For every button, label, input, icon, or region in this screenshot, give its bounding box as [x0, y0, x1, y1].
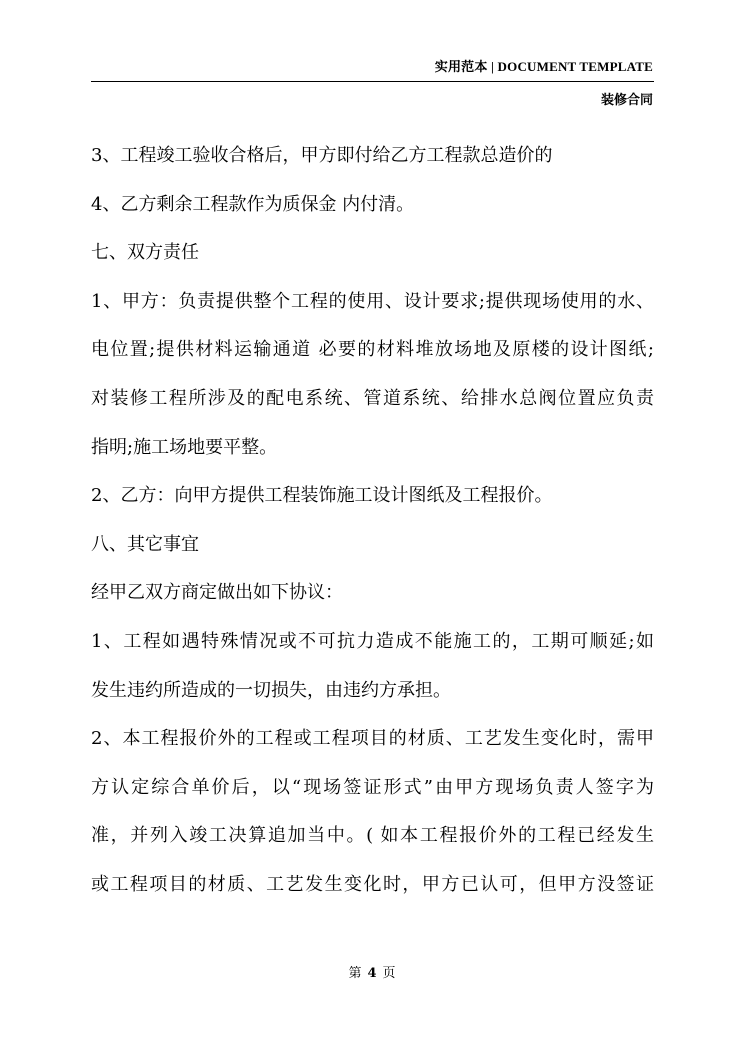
page-number-prefix: 第: [348, 966, 362, 981]
page-footer: [0, 962, 744, 981]
text-line: 或工程项目的材质、工艺发生变化时，甲方已认可，但甲方没签证: [91, 873, 654, 895]
section-heading: 七、双方责任: [91, 242, 199, 264]
text-line: 经甲乙双方商定做出如下协议：: [91, 582, 343, 604]
section-heading: 八、其它事宜: [91, 533, 199, 555]
page-header: [0, 0, 744, 110]
header-title: 实用范本 | DOCUMENT TEMPLATE: [434, 59, 653, 74]
text-line: 指明;施工场地要平整。: [91, 436, 278, 458]
text-line: 方认定综合单价后，以“现场签证形式”由甲方现场负责人签字为: [91, 776, 654, 798]
text-line: 电位置;提供材料运输通道 必要的材料堆放场地及原楼的设计图纸;: [91, 339, 654, 361]
text-line: 3、工程竣工验收合格后，甲方即付给乙方工程款总造价的: [91, 145, 553, 166]
body-text: [91, 132, 654, 910]
text-line: 对装修工程所涉及的配电系统、管道系统、给排水总阀位置应负责: [91, 387, 654, 409]
text-line: 1、甲方：负责提供整个工程的使用、设计要求;提供现场使用的水、: [91, 290, 654, 312]
text-line: 发生违约所造成的一切损失，由违约方承担。: [91, 679, 451, 701]
text-line: 1、工程如遇特殊情况或不可抗力造成不能施工的，工期可顺延;如: [91, 630, 654, 652]
page-number-suffix: 页: [382, 966, 396, 981]
text-line: 4、乙方剩余工程款作为质保金 内付清。: [91, 193, 415, 215]
header-subtitle: 装修合同: [600, 93, 653, 108]
page-number: 4: [367, 966, 377, 981]
header-divider: [91, 81, 654, 82]
text-line: 2、本工程报价外的工程或工程项目的材质、工艺发生变化时，需甲: [91, 728, 654, 750]
text-line: 准，并列入竣工决算追加当中。( 如本工程报价外的工程已经发生: [91, 825, 654, 847]
text-line: 2、乙方：向甲方提供工程装饰施工设计图纸及工程报价。: [91, 485, 553, 507]
